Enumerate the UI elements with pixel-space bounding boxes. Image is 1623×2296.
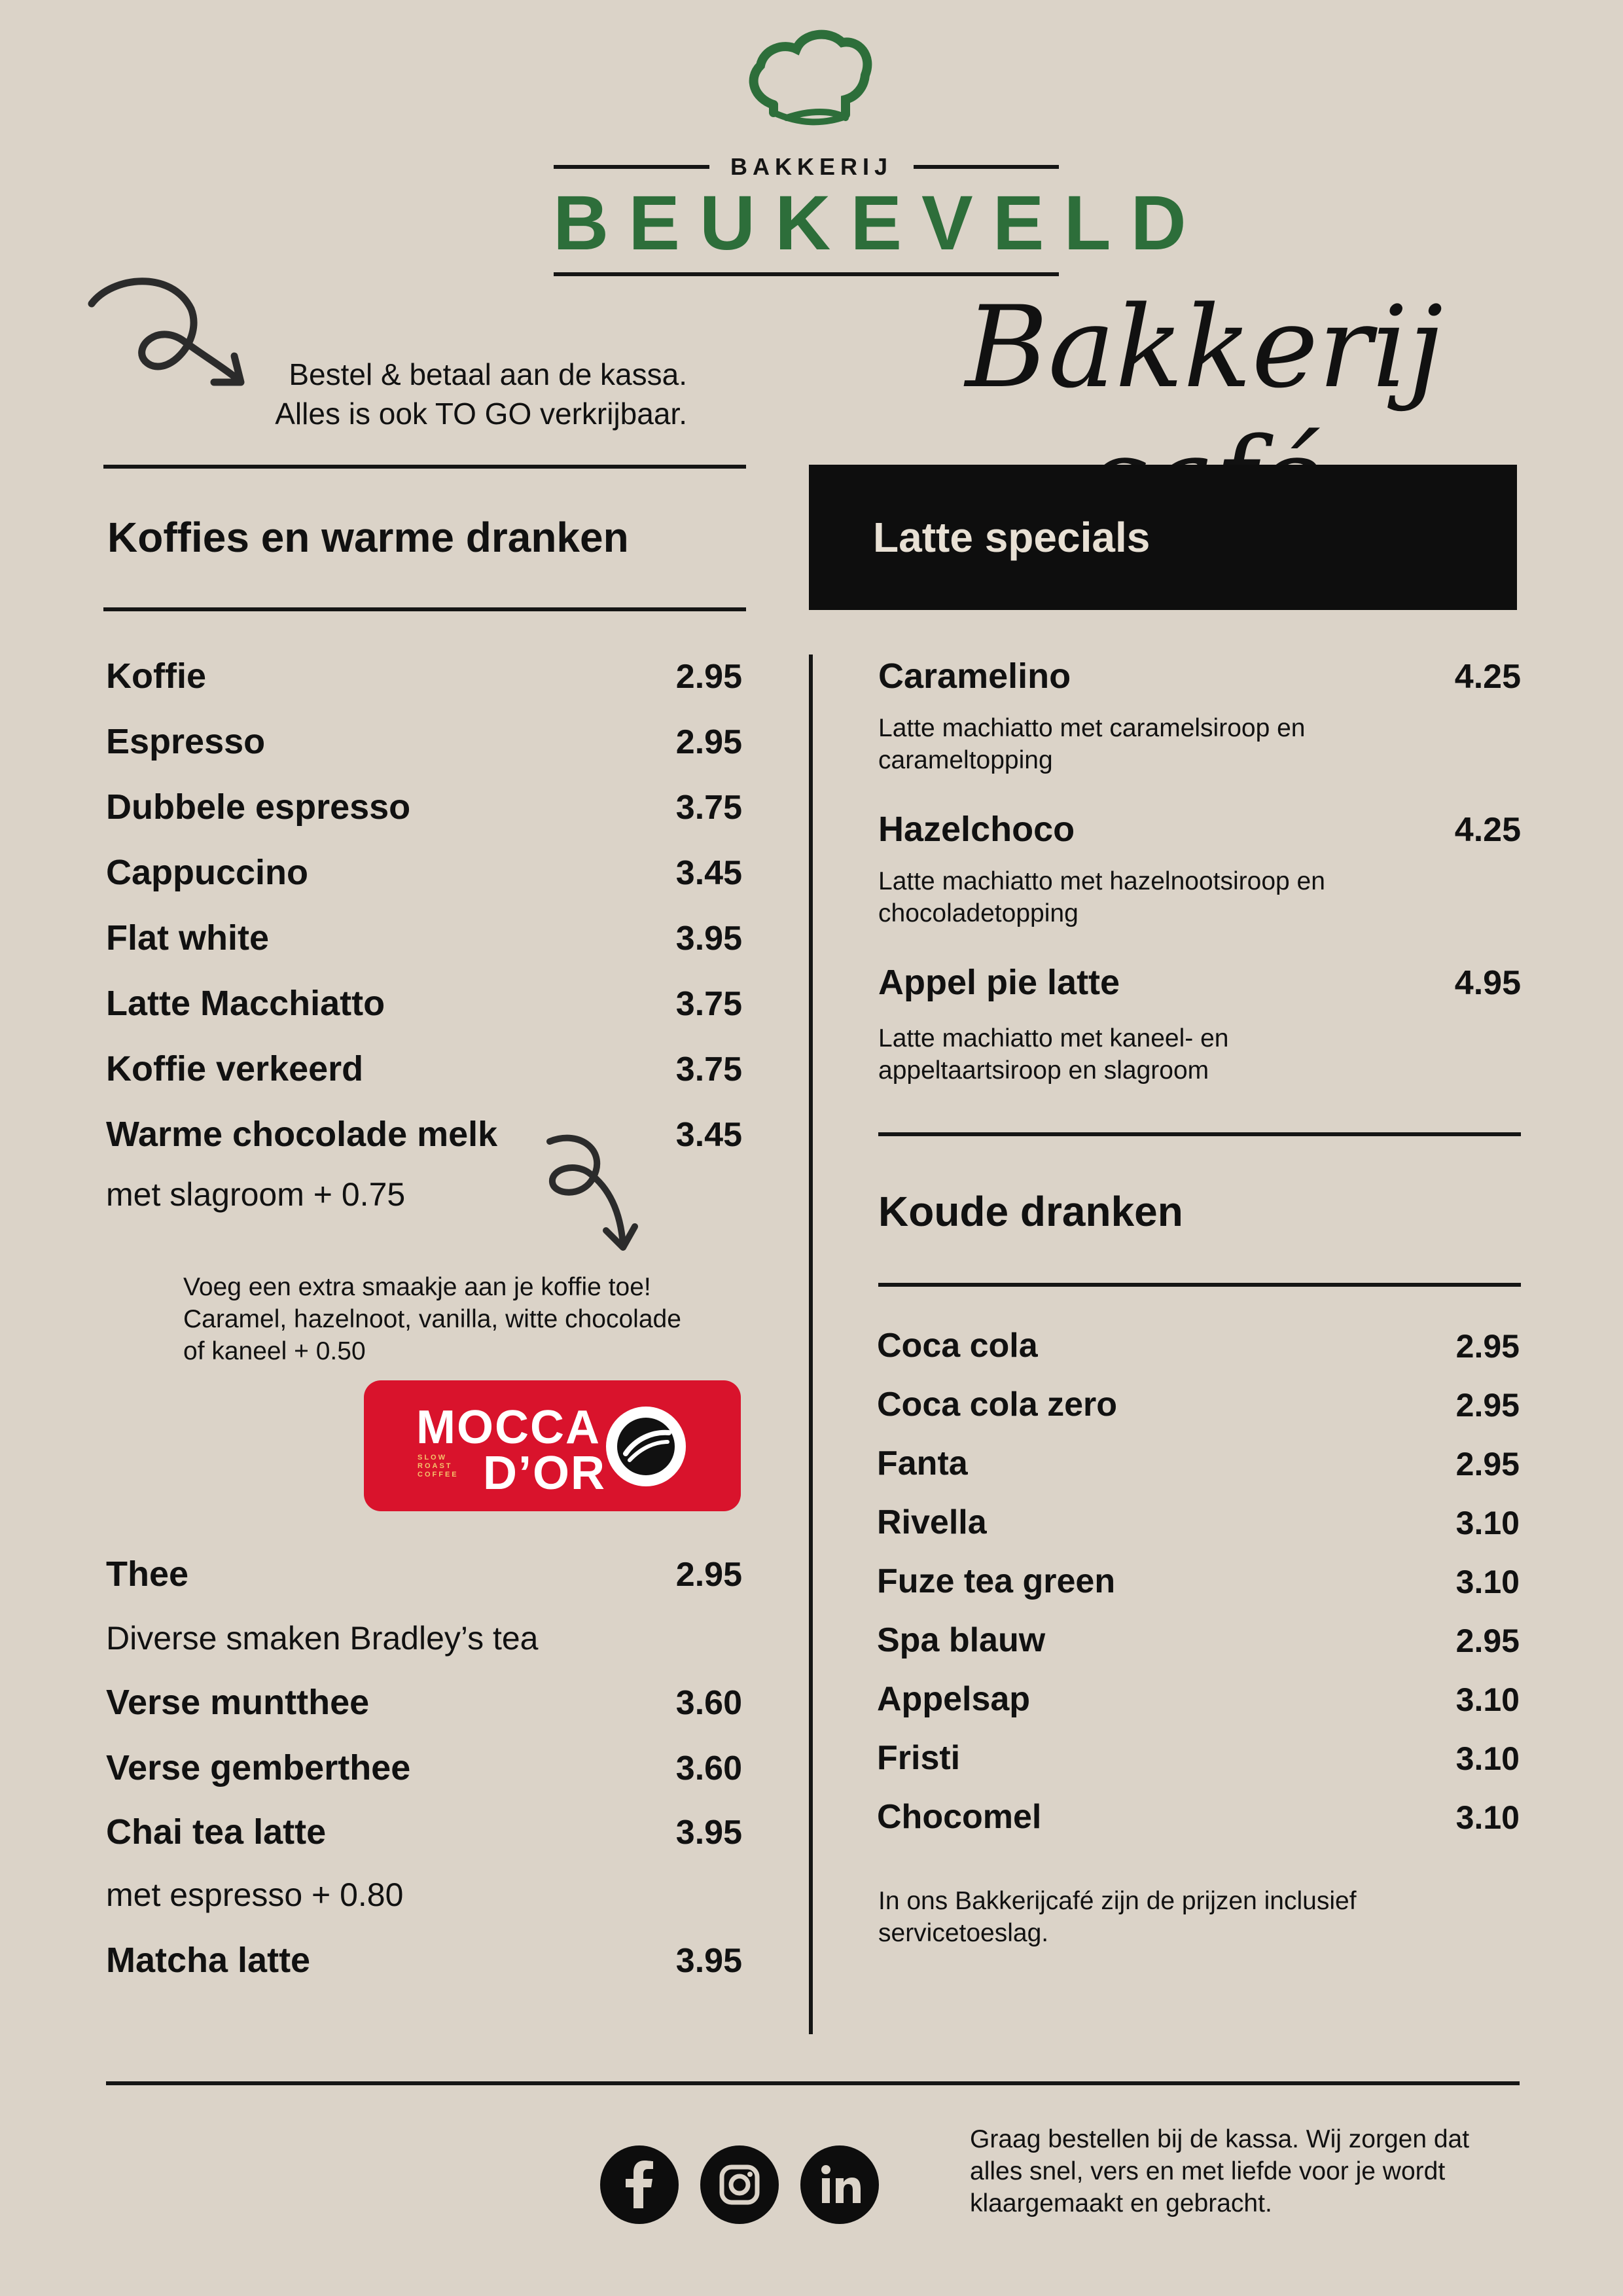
menu-item-description [878, 712, 1454, 776]
mocca-dor-logo [364, 1380, 741, 1511]
facebook-icon[interactable] [600, 2145, 679, 2224]
mocca-emblem-icon [606, 1407, 686, 1486]
menu-item-price: 3.75 [675, 789, 742, 827]
menu-item-name: Fristi [877, 1739, 961, 1777]
menu-item-name: Hazelchoco [878, 810, 1075, 849]
column-divider [809, 655, 813, 2034]
description-line: Latte machiatto met caramelsiroop en [878, 714, 1306, 742]
logo-rule-left [554, 165, 709, 169]
intro-text [216, 355, 687, 433]
menu-item-price: 4.95 [1454, 964, 1521, 1002]
menu-item-name: Verse muntthee [106, 1683, 370, 1722]
menu-item-price: 3.75 [675, 985, 742, 1023]
section-title-latte-specials: Latte specials [873, 514, 1150, 561]
service-note-line: servicetoeslag. [878, 1919, 1049, 1947]
menu-item-price: 3.10 [1455, 1564, 1520, 1600]
menu-item-price: 2.95 [1455, 1623, 1520, 1659]
thee-note: Diverse smaken Bradley’s tea [106, 1620, 539, 1657]
menu-item-name: Latte Macchiatto [106, 984, 385, 1023]
footer-line: alles snel, vers en met liefde voor je wordt [970, 2157, 1446, 2185]
menu-item-name: Fuze tea green [877, 1562, 1116, 1600]
menu-item-name: Koffie verkeerd [106, 1049, 364, 1088]
service-note [878, 1885, 1480, 1949]
footer-rule [106, 2081, 1520, 2085]
chef-hat-icon [747, 26, 873, 131]
left-header-rule-bottom [103, 607, 746, 611]
section-title-koffies: Koffies en warme dranken [107, 514, 629, 561]
menu-item-price: 3.45 [675, 854, 742, 892]
mocca-tagline-2: ROAST [418, 1462, 453, 1470]
espresso-note: met espresso + 0.80 [106, 1876, 404, 1913]
flavour-line-2: Caramel, hazelnoot, vanilla, witte chocolade [183, 1305, 681, 1333]
menu-item-price: 3.60 [675, 1749, 742, 1787]
menu-item-name: Coca cola [877, 1327, 1038, 1365]
footer-line: Graag bestellen bij de kassa. Wij zorgen dat [970, 2125, 1470, 2153]
description-line: carameltopping [878, 746, 1053, 774]
menu-item-price: 2.95 [675, 658, 742, 696]
menu-item-price: 2.95 [1455, 1387, 1520, 1424]
menu-item-name: Chocomel [877, 1798, 1042, 1836]
section-title-koude-dranken: Koude dranken [878, 1188, 1183, 1235]
footer-line: klaargemaakt en gebracht. [970, 2189, 1272, 2217]
menu-item-description [878, 865, 1454, 929]
intro-line-2: Alles is ook TO GO verkrijbaar. [275, 397, 687, 431]
menu-item-price: 4.25 [1454, 658, 1521, 696]
menu-item-name: Rivella [877, 1503, 987, 1541]
menu-item-name: Spa blauw [877, 1621, 1046, 1659]
menu-item-name: Appelsap [877, 1680, 1031, 1718]
flavour-note [183, 1271, 772, 1367]
menu-item-price: 2.95 [1455, 1328, 1520, 1365]
menu-item-description [878, 1022, 1454, 1086]
menu-item-name: Matcha latte [106, 1941, 311, 1980]
menu-item-name: Warme chocolade melk [106, 1115, 498, 1154]
page-title: Bakkerij [965, 281, 1443, 413]
menu-item-name: Chai tea latte [106, 1812, 327, 1852]
description-line: Latte machiatto met hazelnootsiroop en [878, 867, 1325, 895]
menu-item-name: Appel pie latte [878, 963, 1120, 1002]
menu-item-name: Thee [106, 1554, 189, 1594]
flavour-line-1: Voeg een extra smaakje aan je koffie toe! [183, 1273, 651, 1301]
menu-item-price: 3.45 [675, 1116, 742, 1154]
logo-subtitle: BAKKERIJ [730, 153, 893, 180]
logo-rule-bottom [554, 272, 1059, 276]
menu-item-name: Koffie [106, 656, 206, 696]
flavour-line-3: of kaneel + 0.50 [183, 1337, 366, 1365]
menu-item-name: Fanta [877, 1444, 968, 1482]
menu-item-price: 2.95 [675, 723, 742, 761]
menu-item-price: 3.60 [675, 1684, 742, 1722]
left-header-rule-top [103, 465, 746, 469]
mocca-logo-line-2: D’OR [483, 1447, 606, 1499]
menu-item-name: Caramelino [878, 656, 1071, 696]
footer-text [970, 2123, 1559, 2219]
menu-item-name: Coca cola zero [877, 1386, 1118, 1424]
menu-item-name: Espresso [106, 722, 266, 761]
menu-item-name: Dubbele espresso [106, 787, 411, 827]
menu-item-price: 4.25 [1454, 811, 1521, 849]
menu-item-price: 2.95 [1455, 1446, 1520, 1482]
slagroom-note: met slagroom + 0.75 [106, 1176, 406, 1213]
mocca-tagline-3: COFFEE [418, 1471, 459, 1479]
menu-item-price: 3.10 [1455, 1799, 1520, 1836]
menu-item-name: Verse gemberthee [106, 1748, 411, 1787]
logo-wordmark: BEUKEVELD [553, 180, 1206, 266]
instagram-icon[interactable] [700, 2145, 779, 2224]
menu-item-price: 2.95 [675, 1556, 742, 1594]
mocca-logo-line-1: MOCCA [416, 1401, 601, 1454]
menu-item-price: 3.75 [675, 1050, 742, 1088]
mocca-tagline-1: SLOW [418, 1454, 447, 1462]
cold-header-rule-bottom [878, 1283, 1521, 1287]
linkedin-icon[interactable] [800, 2145, 879, 2224]
service-note-line: In ons Bakkerijcafé zijn de prijzen inclusief [878, 1887, 1357, 1915]
intro-line-1: Bestel & betaal aan de kassa. [289, 357, 687, 391]
cold-header-rule-top [878, 1132, 1521, 1136]
mocca-logo-tagline [418, 1454, 459, 1479]
menu-item-price: 3.10 [1455, 1505, 1520, 1541]
menu-item-price: 3.95 [675, 920, 742, 958]
menu-item-name: Flat white [106, 918, 270, 958]
menu-item-price: 3.95 [675, 1814, 742, 1852]
description-line: chocoladetopping [878, 899, 1079, 927]
menu-item-price: 3.10 [1455, 1740, 1520, 1777]
menu-item-name: Cappuccino [106, 853, 309, 892]
menu-item-price: 3.95 [675, 1942, 742, 1980]
description-line: Latte machiatto met kaneel- en [878, 1024, 1229, 1052]
curved-arrow-icon [542, 1132, 647, 1257]
menu-item-price: 3.10 [1455, 1681, 1520, 1718]
logo-rule-right [914, 165, 1059, 169]
description-line: appeltaartsiroop en slagroom [878, 1056, 1209, 1085]
